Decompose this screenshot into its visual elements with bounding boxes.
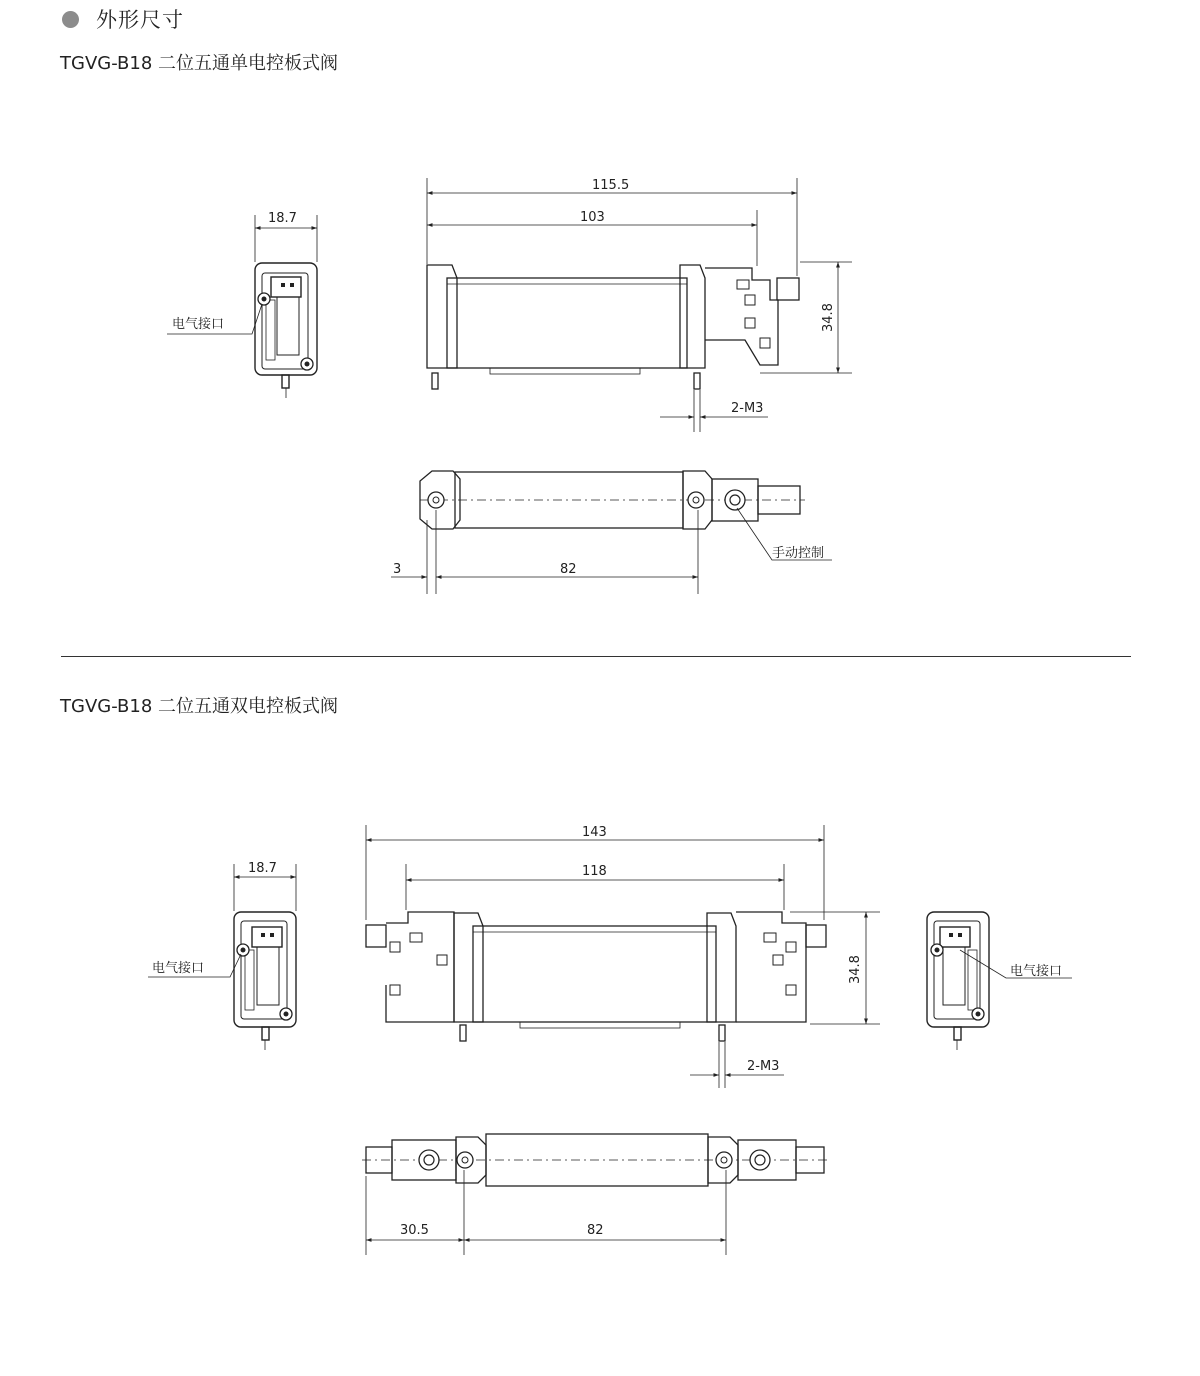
- s2-width-dim: 18.7: [248, 861, 277, 876]
- s2-side-view: [366, 912, 826, 1041]
- s1-connector-pin-b: [290, 283, 294, 287]
- s2-overall-dim: 143: [582, 825, 607, 840]
- s1-top-dims: [391, 508, 832, 594]
- s2-right-screw-bottom-dot: [976, 1012, 981, 1017]
- s1-body-dim: 103: [580, 210, 605, 225]
- s2-body-dim: 118: [582, 864, 607, 879]
- s1-end-view: [255, 263, 317, 398]
- s2-left-pin-b: [270, 933, 274, 937]
- s1-top-screw-left: [428, 492, 444, 508]
- s2-manual-knob-left-icon: [419, 1150, 439, 1170]
- s2-top-dims: [366, 1170, 726, 1255]
- s2-side-dims: [366, 825, 880, 1088]
- s2-right-pin-b: [958, 933, 962, 937]
- s2-left-pin-a: [261, 933, 265, 937]
- s1-top-screw-right: [688, 492, 704, 508]
- s1-connector-pin-a: [281, 283, 285, 287]
- s1-offset-dim: 3: [393, 562, 402, 577]
- s2-thread-dim: 2-M3: [747, 1059, 780, 1074]
- s2-connector-right-label: 电气接口: [1010, 964, 1063, 979]
- section1-title: TGVG-B18 二位五通单电控板式阀: [60, 53, 339, 74]
- s1-top-view: [420, 471, 805, 529]
- s1-side-dims: [427, 178, 852, 432]
- s2-top-screw-left: [457, 1152, 473, 1168]
- s1-connector-label: 电气接口: [172, 317, 225, 332]
- s2-offset-dim: 30.5: [400, 1223, 429, 1238]
- s1-end-screw-bottom-dot: [305, 362, 310, 367]
- s2-pitch-dim: 82: [587, 1223, 604, 1238]
- s1-width-dim: 18.7: [268, 211, 297, 226]
- s2-right-pin-a: [949, 933, 953, 937]
- s2-top-screw-right: [716, 1152, 732, 1168]
- s2-right-end-view: [927, 912, 989, 1050]
- header-title: 外形尺寸: [96, 8, 184, 32]
- section2-title: TGVG-B18 二位五通双电控板式阀: [60, 696, 339, 717]
- s2-right-screw-top-dot: [935, 948, 940, 953]
- s2-left-screw-top-dot: [241, 948, 246, 953]
- s2-height-dim: 34.8: [848, 955, 863, 984]
- s1-thread-dim: 2-M3: [731, 401, 764, 416]
- s2-left-screw-bottom-dot: [284, 1012, 289, 1017]
- s1-pitch-dim: 82: [560, 562, 577, 577]
- s2-left-end-view: [234, 912, 296, 1050]
- s1-overall-dim: 115.5: [592, 178, 630, 193]
- s1-height-dim: 34.8: [821, 303, 836, 332]
- s1-side-view: [427, 265, 799, 389]
- s1-end-screw-top-dot: [262, 297, 267, 302]
- s1-manual-label: 手动控制: [772, 546, 825, 561]
- manual-override-knob-icon: [725, 490, 745, 510]
- s2-manual-knob-right-icon: [750, 1150, 770, 1170]
- s2-connector-left-label: 电气接口: [152, 961, 205, 976]
